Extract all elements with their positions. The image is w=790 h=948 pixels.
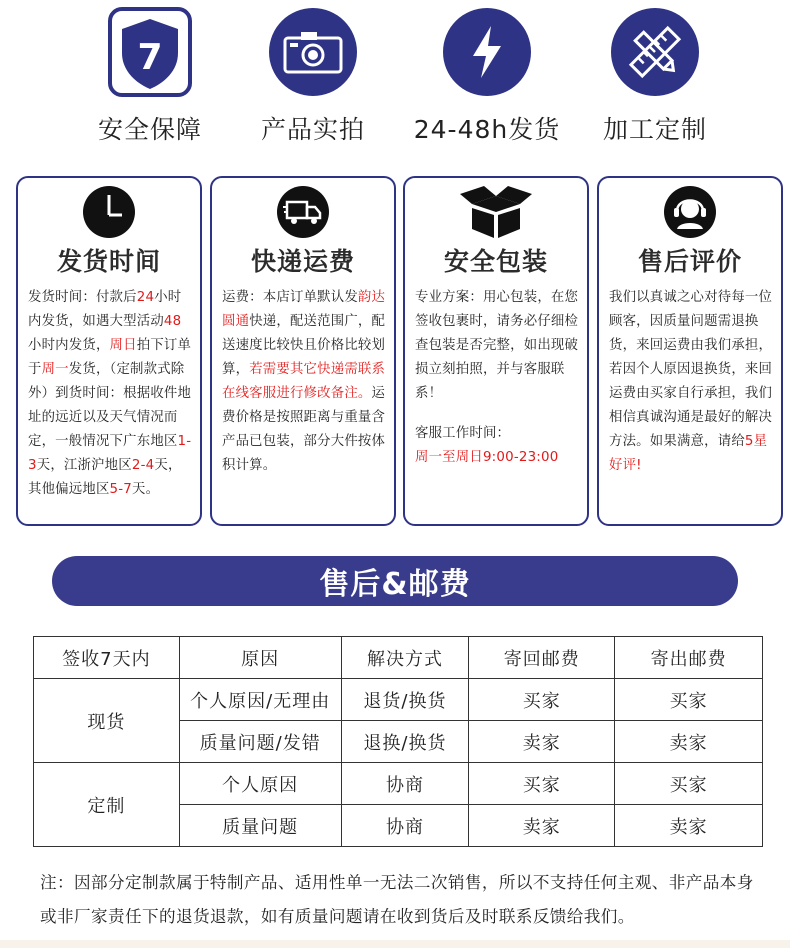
truck-icon xyxy=(275,184,331,240)
table-cell: 卖家 xyxy=(615,805,763,847)
table-row xyxy=(34,763,763,805)
category-cell: 定制 xyxy=(34,763,180,847)
svg-text:7: 7 xyxy=(137,37,163,78)
body-text: 快递，配送范围广，配送速度比较快且价格比较划算， xyxy=(222,314,386,377)
table-cell: 质量问题 xyxy=(179,805,341,847)
feature-label: 24-48h发货 xyxy=(413,115,561,144)
pencil-ruler-icon xyxy=(611,8,699,96)
table-header: 解决方式 xyxy=(341,637,469,679)
policy-note: 注：因部分定制款属于特制产品、适用性单一无法二次销售，所以不支持任何主观、非产品本身或非厂家责任下的退货退款，如有质量问题请在收到货后及时联系反馈给我们。 xyxy=(40,873,754,926)
highlight-text: 48 xyxy=(163,314,182,329)
open-box-icon xyxy=(458,184,534,240)
feature-security xyxy=(65,8,235,148)
card-after-sales xyxy=(597,176,783,526)
body-text: 专业方案：用心包装，在您签收包裹时，请务必仔细检查包装是否完整，如出现破损立刻拍照，并与客服联系！ xyxy=(415,290,579,401)
service-hours-label: 客服工作时间： xyxy=(415,426,511,441)
card-shipping-time xyxy=(16,176,202,526)
camera-icon xyxy=(269,8,357,96)
card-title: 售后评价 xyxy=(637,247,742,276)
body-text: 天。 xyxy=(132,482,160,497)
highlight-text: 2-4 xyxy=(131,458,155,473)
highlight-text: 若需要其它快递需联系在线客服进行修改备注。 xyxy=(222,362,386,401)
feature-row xyxy=(0,0,790,150)
table-header: 原因 xyxy=(179,637,341,679)
table-cell: 买家 xyxy=(615,679,763,721)
card-title: 发货时间 xyxy=(56,247,161,276)
shield-7-icon xyxy=(106,8,194,96)
customer-service-icon xyxy=(662,184,718,240)
table-cell: 卖家 xyxy=(469,805,615,847)
table-header-row xyxy=(34,637,763,679)
card-body xyxy=(28,286,192,502)
body-text: 发货时间：付款后 xyxy=(28,290,137,305)
feature-label: 加工定制 xyxy=(602,115,707,144)
body-text: 拍下订单于 xyxy=(28,338,192,377)
category-cell: 现货 xyxy=(34,679,180,763)
card-body xyxy=(415,286,579,470)
service-hours-value: 周一至周日9:00-23:00 xyxy=(415,450,559,465)
body-text: 天，江浙沪地区 xyxy=(36,458,132,473)
table-cell: 协商 xyxy=(341,763,469,805)
highlight-text: 周日 xyxy=(109,338,137,353)
body-text: 我们以真诚之心对待每一位顾客，因质量问题需退换货，来回运费由我们承担，若因个人原因退换货，来回运费由买家自行承担，我们相信真诚沟通是最好的解决方法。如果满意，请给 xyxy=(609,290,773,449)
table-cell: 个人原因/无理由 xyxy=(179,679,341,721)
highlight-text: 周一 xyxy=(41,362,69,377)
table-header: 寄回邮费 xyxy=(469,637,615,679)
feature-fast-shipping xyxy=(402,8,572,148)
highlight-text: 1-3 xyxy=(28,434,192,473)
table-cell: 卖家 xyxy=(469,721,615,763)
card-body xyxy=(609,286,773,478)
body-text: 小时内发货，如遇大型活动 xyxy=(28,290,182,329)
table-cell: 卖家 xyxy=(615,721,763,763)
table-cell: 个人原因 xyxy=(179,763,341,805)
clock-icon xyxy=(81,184,137,240)
feature-label: 安全保障 xyxy=(97,115,202,144)
table-cell: 买家 xyxy=(615,763,763,805)
packaging-text xyxy=(415,286,579,406)
body-text: 发货，（定制款式除外）到货时间：根据收件地址的远近以及天气情况而定，一般情况下广东地区 xyxy=(28,362,192,449)
body-text: 运费价格是按照距离与重量含产品已包装，部分大件按体积计算。 xyxy=(222,386,386,473)
table-cell: 退换/换货 xyxy=(341,721,469,763)
table-cell: 质量问题/发错 xyxy=(179,721,341,763)
table-cell: 买家 xyxy=(469,763,615,805)
body-text: 天，其他偏远地区 xyxy=(28,458,182,497)
card-shipping-fee xyxy=(210,176,396,526)
feature-custom xyxy=(570,8,740,148)
table-cell: 协商 xyxy=(341,805,469,847)
highlight-text: 24 xyxy=(136,290,155,305)
return-policy-table xyxy=(33,636,763,847)
lightning-icon xyxy=(443,8,531,96)
section-banner xyxy=(52,556,738,606)
body-text: 运费：本店订单默认发 xyxy=(222,290,358,305)
body-text: 小时内发货， xyxy=(28,338,110,353)
table-header: 寄出邮费 xyxy=(615,637,763,679)
card-body xyxy=(222,286,386,478)
card-packaging xyxy=(403,176,589,526)
card-title: 快递运费 xyxy=(250,247,355,276)
table-header: 签收7天内 xyxy=(34,637,180,679)
card-title: 安全包装 xyxy=(443,247,548,276)
bottom-divider xyxy=(0,940,790,948)
feature-label: 产品实拍 xyxy=(260,115,365,144)
table-row xyxy=(34,679,763,721)
table-cell: 买家 xyxy=(469,679,615,721)
table-cell: 退货/换货 xyxy=(341,679,469,721)
highlight-text: 5星好评! xyxy=(609,434,768,473)
feature-photos xyxy=(228,8,398,148)
highlight-text: 5-7 xyxy=(109,482,133,497)
banner-title: 售后&邮费 xyxy=(319,567,471,602)
highlight-text: 韵达圆通 xyxy=(222,290,386,329)
